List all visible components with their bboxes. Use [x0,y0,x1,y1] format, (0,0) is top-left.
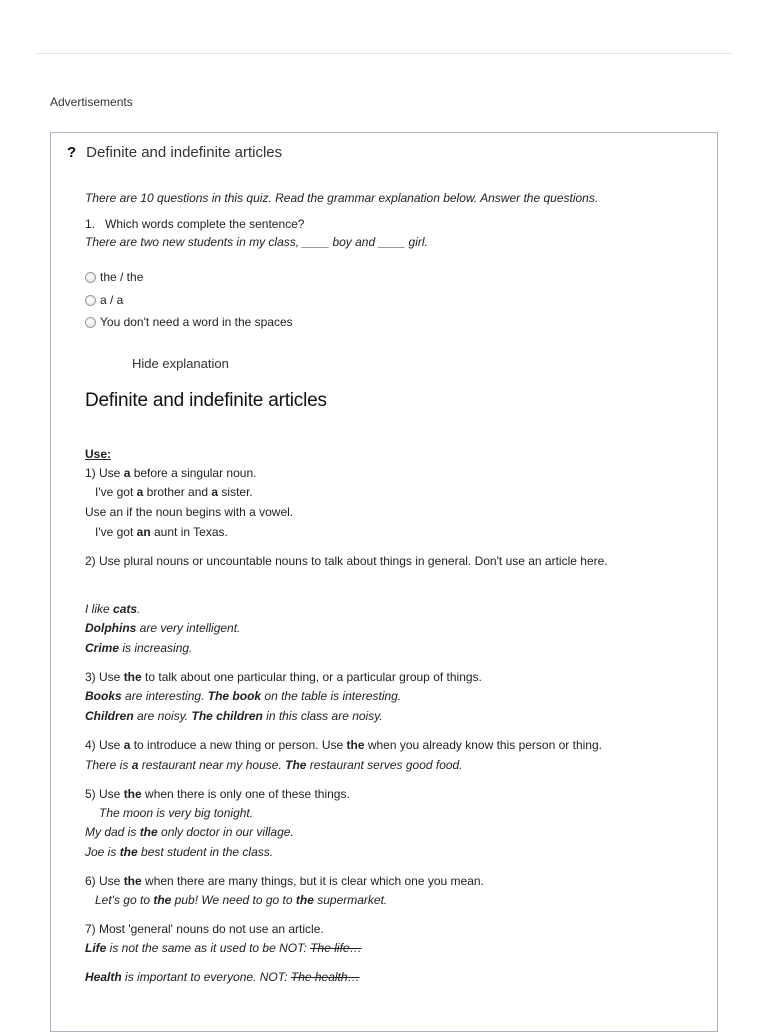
answer-option-1[interactable] [85,268,143,287]
answer-option-label: You don't need a word in the spaces [100,315,293,329]
rule-5-example-2: My dad is the only doctor in our village. [85,825,294,839]
rule-6-example: Let's go to the pub! We need to go to the supermarket. [95,893,388,907]
rule-7-example-1: Life is not the same as it used to be NOT: The life… [85,941,362,955]
rule-1: 1) Use a before a singular noun. [85,466,257,480]
rule-1-example-2: I've got an aunt in Texas. [95,525,228,539]
rule-5: 5) Use the when there is only one of these things. [85,787,350,801]
rule-2-example-1: I like cats. [85,602,141,616]
answer-option-2[interactable] [85,291,123,310]
use-heading: Use: [85,447,112,461]
rule-4: 4) Use a to introduce a new thing or person. Use the when you already know this person or thing. [85,738,602,752]
rule-3: 3) Use the to talk about one particular thing, or a particular group of things. [85,670,482,684]
rule-6: 6) Use the when there are many things, but it is clear which one you mean. [85,874,484,888]
rule-2-example-2: Dolphins are very intelligent. [85,621,241,635]
rule-1-vowel-note: Use an if the noun begins with a vowel. [85,505,294,519]
answer-option-label: the / the [100,270,144,284]
question-text: Which words complete the sentence? [105,217,305,231]
answer-option-3[interactable] [85,313,293,332]
quiz-intro: There are 10 questions in this quiz. Read the grammar explanation below. Answer the questions. [85,191,599,205]
question-icon: ? [67,144,77,161]
question-number: 1. [85,217,96,231]
rule-5-example-1: The moon is very big tonight. [99,806,254,820]
quiz-header [67,144,282,161]
rule-1-example: I've got a brother and a sister. [95,485,253,499]
answer-option-label: a / a [100,293,124,307]
rule-7-example-2: Health is important to everyone. NOT: The health… [85,970,360,984]
quiz-title: Definite and indefinite articles [86,144,283,161]
radio-button[interactable] [85,272,96,283]
question-prompt [85,215,304,234]
quiz-panel [50,132,718,1032]
rule-2-example-3: Crime is increasing. [85,641,193,655]
radio-button[interactable] [85,295,96,306]
advertisements-label: Advertisements [50,95,133,109]
rule-5-example-3: Joe is the best student in the class. [85,845,274,859]
top-divider [36,53,733,54]
rule-7: 7) Most 'general' nouns do not use an article. [85,922,324,936]
rule-3-example-2: Children are noisy. The children in this class are noisy. [85,709,383,723]
rule-4-example: There is a restaurant near my house. The restaurant serves good food. [85,758,463,772]
rule-3-example-1: Books are interesting. The book on the table is interesting. [85,689,402,703]
hide-explanation-link[interactable]: Hide explanation [132,356,229,371]
explanation-title: Definite and indefinite articles [85,390,327,411]
question-sentence: There are two new students in my class, ____ boy and ____ girl. [85,235,428,249]
radio-button[interactable] [85,317,96,328]
rule-2: 2) Use plural nouns or uncountable nouns to talk about things in general. Don't use an article here. [85,554,608,568]
